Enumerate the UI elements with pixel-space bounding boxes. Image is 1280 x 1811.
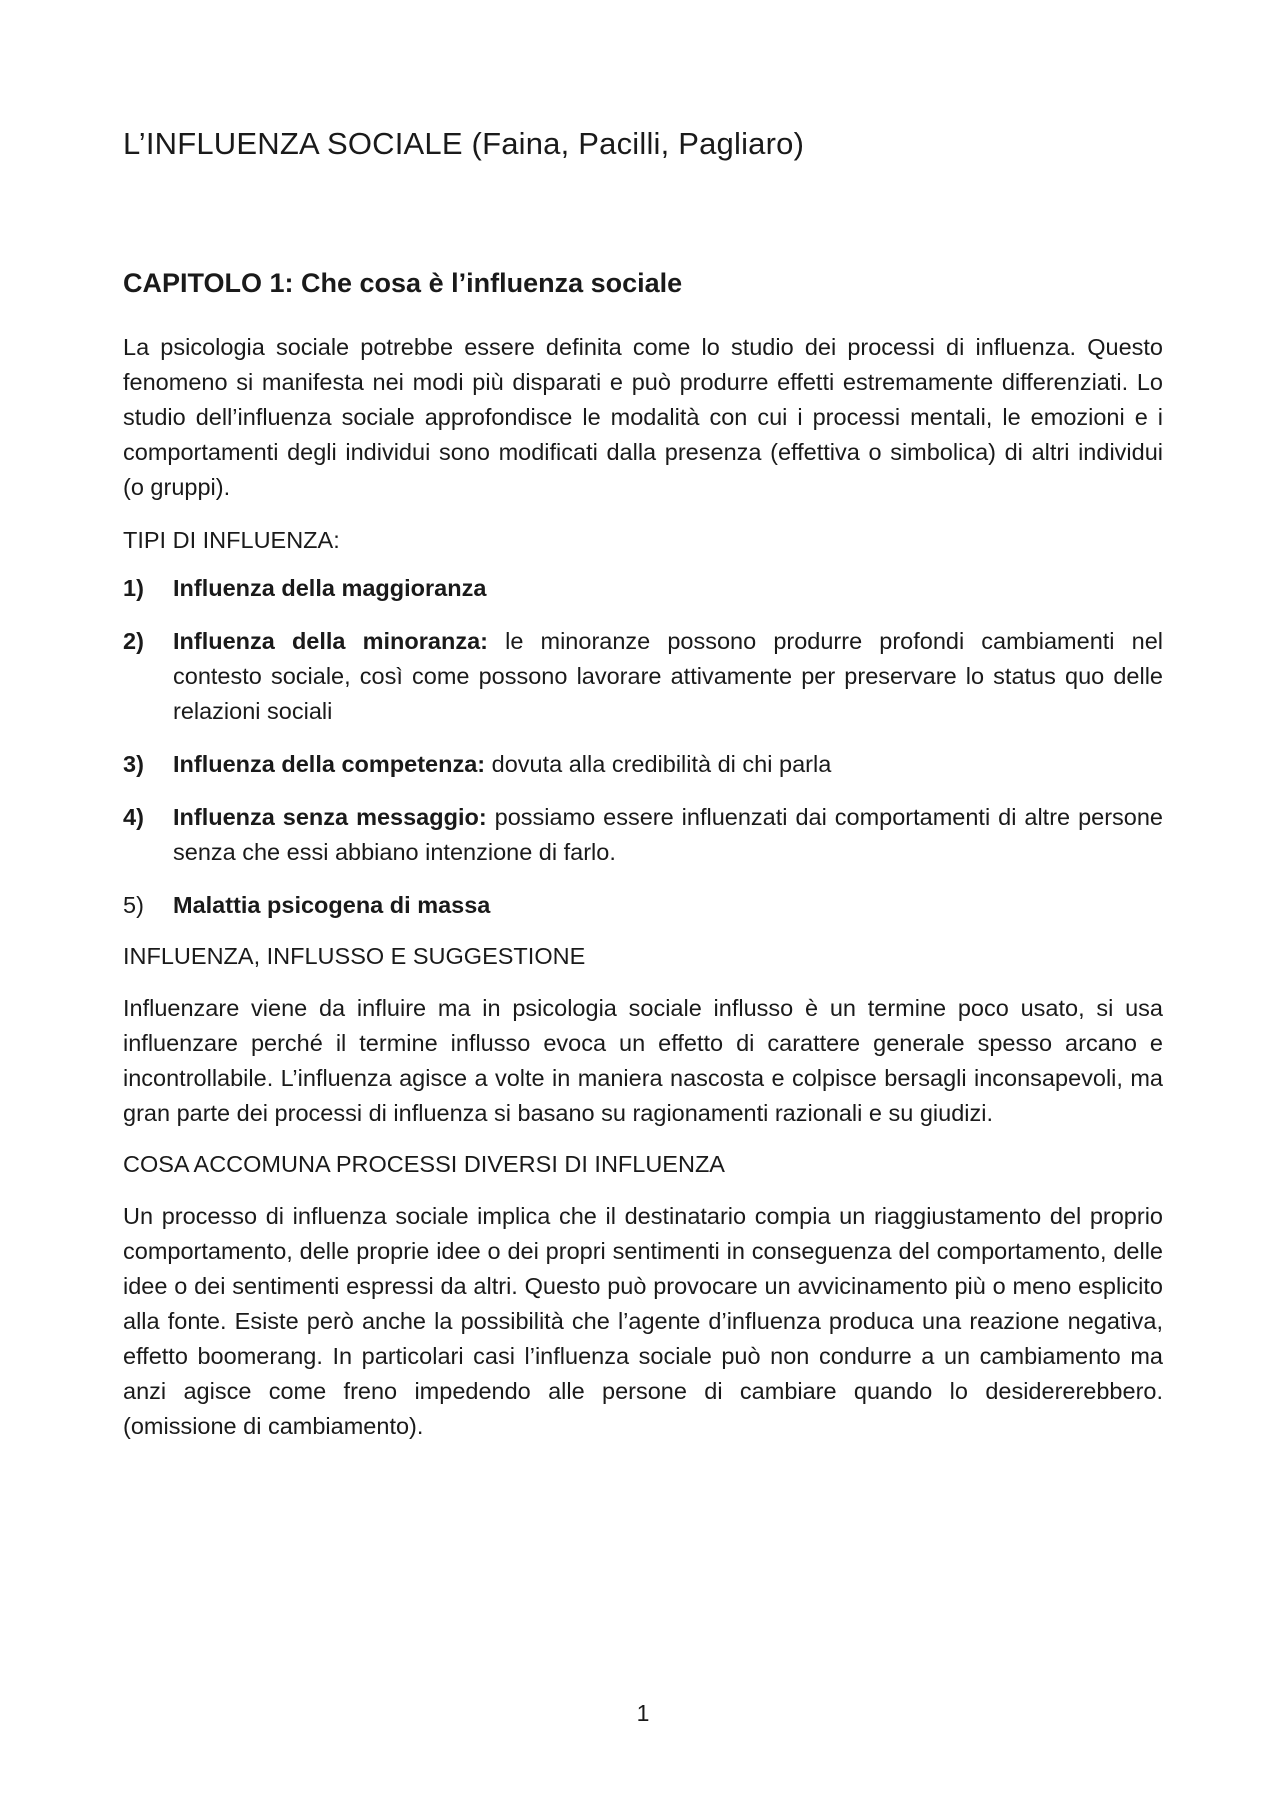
chapter-title: CAPITOLO 1: Che cosa è l’influenza sociale: [123, 268, 683, 298]
document-title: L’INFLUENZA SOCIALE (Faina, Pacilli, Pagliaro): [123, 126, 805, 161]
section-paragraph-cosa-accomuna: Un processo di influenza sociale implica che il destinatario compia un riaggiustamento del proprio comportamento, delle proprie idee o dei propri sentimenti in conseguenza del comportamento, delle idee o dei sentimenti espressi da altri. Questo può provocare un avvicinamento più o meno esplicito alla fonte. Esiste però anche la possibilità che l’agente d’influenza produca una reazione negativa, effetto boomerang. In particolari casi l’influenza sociale può non condurre a un cambiamento ma anzi agisce come freno impedendo alle persone di cambiare quando lo desidererebbero. (omissione di cambiamento).: [123, 1203, 1163, 1439]
influence-types-list: [123, 571, 1163, 923]
intro-paragraph: La psicologia sociale potrebbe essere definita come lo studio dei processi di influenza. Questo fenomeno si manifesta nei modi più disparati e può produrre effetti estremamente differenziati. Lo studio dell’influenza sociale approfondisce le modalità con cui i processi mentali, le emozioni e i comportamenti degli individui sono modificati dalla presenza (effettiva o simbolica) di altri individui (o gruppi).: [123, 334, 1163, 500]
section-heading-cosa-accomuna: COSA ACCOMUNA PROCESSI DIVERSI DI INFLUENZA: [123, 1151, 725, 1177]
section-paragraph-influenza-influsso: Influenzare viene da influire ma in psicologia sociale influsso è un termine poco usato, si usa influenzare perché il termine influsso evoca un effetto di carattere generale spesso arcano e incontrollabile. L’influenza agisce a volte in maniera nascosta e colpisce bersagli inconsapevoli, ma gran parte dei processi di influenza si basano su ragionamenti razionali e su giudizi.: [123, 995, 1163, 1126]
document-body: [123, 330, 1163, 1444]
list-item: 2) Influenza della minoranza: le minoranze possono produrre profondi cambiamenti nel contesto sociale, così come possono lavorare attivamente per preservare lo status quo delle relazioni sociali: [123, 628, 1163, 724]
types-heading: TIPI DI INFLUENZA:: [123, 527, 340, 553]
list-item: 5) Malattia psicogena di massa: [123, 892, 491, 918]
list-item: 1) Influenza della maggioranza: [123, 575, 487, 601]
document-page: [123, 0, 1163, 1811]
list-item: 4) Influenza senza messaggio: possiamo essere influenzati dai comportamenti di altre persone senza che essi abbiano intenzione di farlo.: [123, 804, 1163, 865]
page-number: 1: [636, 1700, 650, 1726]
list-item: 3) Influenza della competenza: dovuta alla credibilità di chi parla: [123, 751, 832, 777]
section-heading-influenza-influsso: INFLUENZA, INFLUSSO E SUGGESTIONE: [123, 943, 586, 969]
